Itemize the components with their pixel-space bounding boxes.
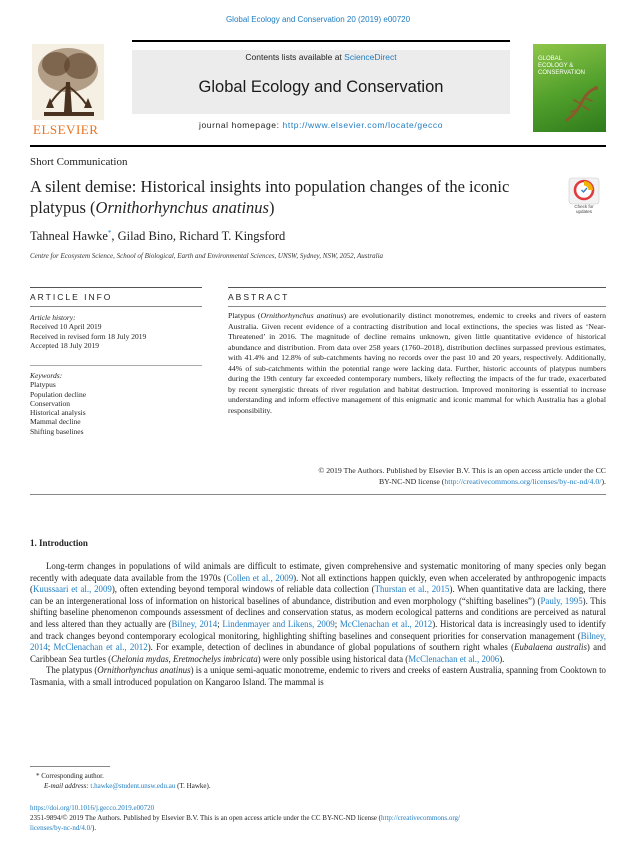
citation-link[interactable]: Kuussaari et al., 2009 <box>32 584 112 595</box>
text-run: ). When quantitative data are lacking, there can be an intergenerational loss of information on historical baselines of abundance, distribution and even morphology (“shifting baselines”) ( <box>30 584 607 606</box>
elsevier-tree-logo-icon <box>30 42 108 134</box>
other-authors: , Gilad Bino, Richard T. Kingsford <box>111 229 286 244</box>
license-line-1: © 2019 The Authors. Published by Elsevier B.V. This is an open access article under the CC <box>318 466 606 475</box>
check-for-updates-badge[interactable] <box>567 177 601 219</box>
species-name: Chelonia mydas, Eretmochelys imbricata <box>111 653 258 664</box>
crossmark-line-1: Check for <box>574 204 594 209</box>
history-item: Accepted 18 July 2019 <box>30 340 99 350</box>
citation-link[interactable]: Bilney, 2014 <box>171 618 218 629</box>
text-run: ). This shifting baseline phenomenon compounds assessment of declines and conservation status, as modern ecological patterns and conditions are perceived as natural and less altered than they actually are ( <box>30 595 606 629</box>
abstract-start: Platypus ( <box>228 311 261 320</box>
text-run: Long-term changes in populations of wild animals are difficult to estimate, given comprehensive and systematic monitoring of many species only began recently with adequate data available from the 1970s ( <box>30 561 606 583</box>
author-list <box>30 229 285 244</box>
email-name: (T. Hawke). <box>177 782 211 790</box>
footer-license-link-part-2[interactable]: licenses/by-nc-nd/4.0/ <box>30 824 93 832</box>
keywords <box>30 371 202 436</box>
journal-masthead <box>30 40 606 138</box>
citation-link[interactable]: Lindenmayer and Likens, 2009 <box>222 618 335 629</box>
elsevier-wordmark: ELSEVIER <box>33 122 99 137</box>
keywords-rule <box>30 365 202 366</box>
article-title <box>30 176 530 218</box>
citation-link[interactable]: Bilney, 2014 <box>30 630 606 653</box>
author-name: Tahneal Hawke <box>30 229 108 244</box>
masthead-center <box>132 40 510 136</box>
keyword-item: Platypus <box>30 380 56 390</box>
introduction-paragraph-1 <box>30 561 606 665</box>
article-info-top-rule <box>30 287 202 288</box>
cover-title-line-1: GLOBAL <box>538 56 563 62</box>
species-name: Ornithorhynchus anatinus <box>97 665 191 676</box>
keyword-item: Conservation <box>30 398 70 408</box>
journal-cover-thumbnail[interactable] <box>533 44 606 132</box>
corresponding-author-mark[interactable]: * <box>107 229 112 237</box>
crossmark-text <box>567 204 601 214</box>
citation-link[interactable]: Collen et al., 2009 <box>226 572 294 583</box>
crossmark-line-2: updates <box>575 209 592 214</box>
title-main: A silent demise: Historical insights into population changes of the iconic platypus ( <box>30 177 510 217</box>
keyword-item: Historical analysis <box>30 408 86 418</box>
introduction-heading: 1. Introduction <box>30 538 88 548</box>
running-head: Global Ecology and Conservation 20 (2019) e00720 <box>225 15 411 24</box>
text-run: ). <box>499 653 505 664</box>
footnote-line-1 <box>30 771 211 781</box>
footnote-mark: * <box>36 772 40 780</box>
license-statement <box>228 466 606 487</box>
footnote-line-2 <box>30 781 211 791</box>
footer-license-link-part-1[interactable]: http://creativecommons.org/ <box>381 814 460 822</box>
crossmark-icon <box>567 177 601 205</box>
text-run: ). Not all extinctions happen quickly, even when accelerated by anthropogenic impacts ( <box>30 572 606 595</box>
citation-link[interactable]: McClenachan et al., 2006 <box>408 653 500 664</box>
history-item: Received 10 April 2019 <box>30 322 102 332</box>
abstract-species: Ornithorhynchus anatinus <box>260 311 344 320</box>
citation-link[interactable]: Thurstan et al., 2015 <box>374 584 450 595</box>
abstract-heading: ABSTRACT <box>228 292 290 302</box>
title-species: Ornithorhynchus anatinus <box>95 198 269 217</box>
text-run: ) and Caribbean Sea turtles ( <box>30 642 606 664</box>
text-run: The platypus ( <box>46 665 98 676</box>
corresponding-author-footnote <box>30 771 211 791</box>
citation-link[interactable]: McClenachan et al., 2012 <box>339 618 433 629</box>
cover-title-line-3: CONSERVATION <box>538 70 586 76</box>
lizard-icon <box>561 84 601 124</box>
abstract-bottom-rule <box>30 494 606 495</box>
text-run: ) were only possible using historical data ( <box>257 653 409 664</box>
citation-link[interactable]: McClenachan et al., 2012 <box>53 642 148 653</box>
history-label: Article history: <box>30 313 76 322</box>
abstract-sub-rule <box>228 306 606 307</box>
introduction-body <box>30 561 606 689</box>
article-info-sub-rule <box>30 306 202 307</box>
text-run: ), often extending beyond temporal windows of reliable data collection ( <box>111 584 375 595</box>
citation-link[interactable]: Pauly, 1995 <box>540 595 583 606</box>
history-item: Received in revised form 18 July 2019 <box>30 331 147 341</box>
title-end: ) <box>268 198 275 217</box>
abstract-top-rule <box>228 287 606 288</box>
text-run: ; <box>47 642 54 653</box>
contents-prefix: Contents lists available at <box>245 52 345 62</box>
footer-suffix: ). <box>92 824 97 832</box>
article-type: Short Communication <box>30 156 128 168</box>
email-label: E-mail address: <box>44 782 89 790</box>
article-history <box>30 313 202 350</box>
license-prefix: BY-NC-ND license ( <box>378 476 445 486</box>
keyword-item: Population decline <box>30 389 87 399</box>
keyword-item: Mammal decline <box>30 417 81 427</box>
text-run: ; <box>334 618 340 629</box>
introduction-paragraph-2 <box>30 665 606 688</box>
text-run: ). Historical data is increasingly used to identify and track changes beyond contemporary ecological monitoring, highlighting shifting baselines and consequent priorities for conservation management ( <box>30 618 606 641</box>
journal-homepage-link[interactable]: http://www.elsevier.com/locate/gecco <box>282 120 444 130</box>
license-suffix: ). <box>601 476 606 486</box>
footnote-rule <box>30 766 110 767</box>
affiliation: Centre for Ecosystem Science, School of Biological, Earth and Environmental Sciences, UNSW, Sydney, NSW, 2052, Australia <box>30 252 384 260</box>
cover-title <box>538 56 585 77</box>
cover-title-line-2: ECOLOGY & <box>538 63 574 69</box>
footnote-text: Corresponding author. <box>41 772 104 780</box>
text-run: ; <box>217 618 223 629</box>
sciencedirect-link[interactable]: ScienceDirect <box>344 52 397 62</box>
keyword-item: Shifting baselines <box>30 426 84 436</box>
license-link[interactable]: http://creativecommons.org/licenses/by-nc-nd/4.0/ <box>444 476 602 486</box>
homepage-line <box>132 120 510 130</box>
page-footer <box>30 803 606 833</box>
homepage-prefix: journal homepage: <box>198 120 283 130</box>
license-line-2 <box>228 477 606 488</box>
footer-copyright: 2351-9894/© 2019 The Authors. Published by Elsevier B.V. This is an open access article under the CC BY-NC-ND license ( <box>30 814 381 822</box>
journal-title: Global Ecology and Conservation <box>198 78 444 96</box>
masthead-rule <box>30 145 606 147</box>
text-run: ) is a unique semi-aquatic monotreme, endemic to rivers and creeks of eastern Australia, spanning from Cooktown to Tasmania, with a small introduced population on Kangaroo Island. The mammal is <box>30 665 606 687</box>
species-name: Eubalaena australis <box>514 642 587 653</box>
abstract-text <box>228 311 606 416</box>
doi-link[interactable]: https://doi.org/10.1016/j.gecco.2019.e00720 <box>30 804 155 812</box>
text-run: ). For example, detection of declines in abundance of global populations of southern right whales ( <box>147 642 515 653</box>
contents-line <box>132 52 510 62</box>
keywords-label: Keywords: <box>30 371 63 380</box>
author-email-link[interactable]: t.hawke@student.unsw.edu.au <box>90 782 176 790</box>
article-info-heading: ARTICLE INFO <box>30 292 113 302</box>
abstract-body: ) are evolutionarily distinct monotremes, endemic to creeks and rivers of eastern Australia. Given recent evidence of a contracting distribution and local extinctions, the species was listed as ‘Near-Threatened’ in 2016. The magnitude of decline remains unknown, given little quantitative evidence of historical abundance and distribution. From data over 258 years (1760–2018), distribution declines surpassed previous estimates, with 41.4% and 12.8% of sub-catchments having no records over the past 10 and 20 years, respectively. Additionally, 44% of sub-catchments within the potential range were lacking data. Further, historic accounts of platypus numbers during the 19th century far exceeded contemporary numbers, likely reflecting the impacts of the fur trade, exacerbated by recent synergistic threats of river regulation and habitat destruction. Improved monitoring is essential to increase understanding and inform effective management of this enigmatic and iconic mammal for which Australia has a global responsibility. <box>228 311 606 415</box>
